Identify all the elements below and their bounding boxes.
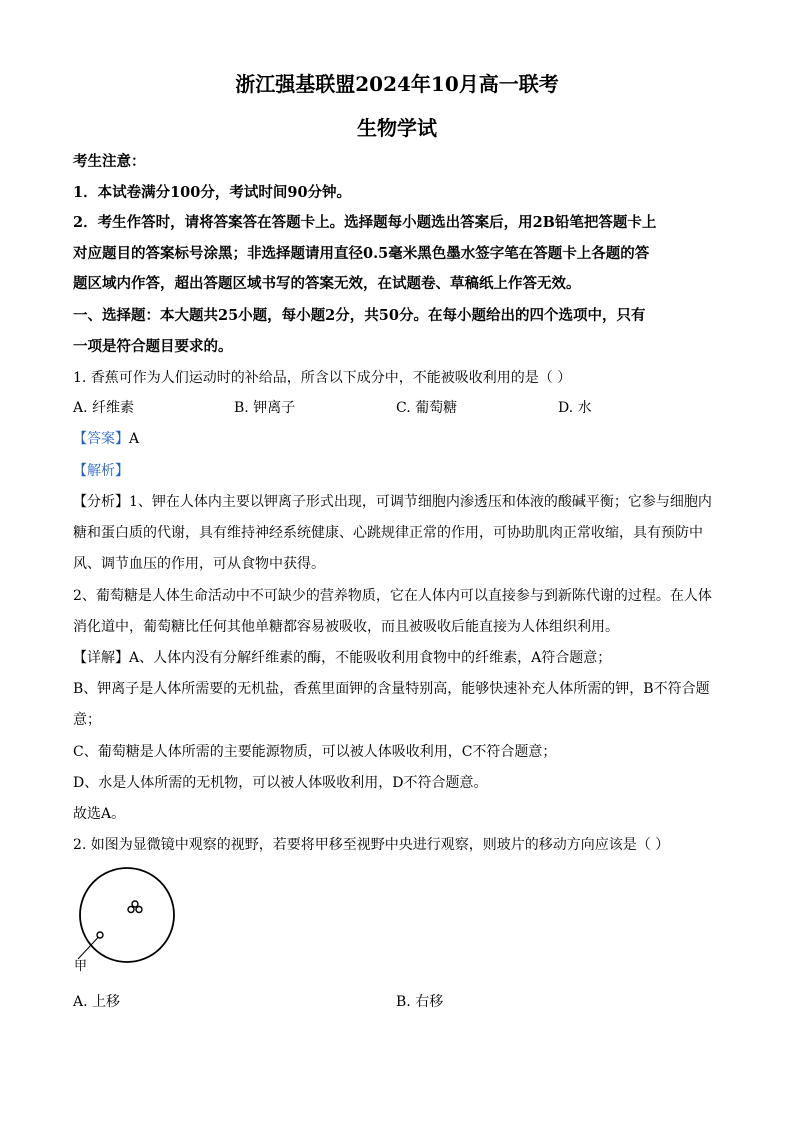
detail-line-6: 故选A。 — [73, 806, 126, 822]
analysis-line-2: 糖和蛋白质的代谢，具有维持神经系统健康、心跳规律正常的作用，可协助肌肉正常收缩，具有预防中 — [73, 525, 703, 541]
notice-item-2-line-2: 对应题目的答案标号涂黑；非选择题请用直径0.5毫米黑色墨水签字笔在答题卡上各题的答 — [73, 245, 650, 262]
analysis-line-4: 2、葡萄糖是人体生命活动中不可缺少的营养物质，它在人体内可以直接参与到新陈代谢的过程。在人体 — [73, 588, 712, 604]
q1-answer-row — [73, 429, 723, 449]
q1-option-a: A. 纤维素 — [73, 400, 135, 416]
detail-line-5: D、水是人体所需的无机物，可以被人体吸收利用，D不符合题意。 — [73, 775, 488, 791]
detail-line-1: 【详解】A、人体内没有分解纤维素的酶，不能吸收利用食物中的纤维素，A符合题意； — [73, 650, 612, 666]
detail-line-4: C、葡萄糖是人体所需的主要能源物质，可以被人体吸收利用，C不符合题意； — [73, 744, 557, 760]
q1-option-c: C. 葡萄糖 — [396, 400, 458, 416]
analysis-line-1: 【分析】1、钾在人体内主要以钾离子形式出现，可调节细胞内渗透压和体液的酸碱平衡；它参与细胞内 — [73, 494, 712, 510]
figure-label-jia: 甲 — [74, 959, 88, 974]
answer-tag: 【答案】 — [73, 431, 129, 447]
notice-item-1: 1．本试卷满分100分，考试时间90分钟。 — [73, 184, 352, 201]
detail-line-2: B、钾离子是人体所需要的无机盐，香蕉里面钾的含量特别高，能够快速补充人体所需的钾，B不符合题 — [73, 681, 710, 697]
notice-item-2-line-1: 2．考生作答时，请将答案答在答题卡上。选择题每小题选出答案后，用2B铅笔把答题卡上 — [73, 214, 657, 231]
analysis-line-3: 风、调节血压的作用，可从食物中获得。 — [73, 556, 325, 572]
section-heading-line-1: 一、选择题：本大题共25小题，每小题2分，共50分。在每小题给出的四个选项中，只有 — [73, 307, 646, 324]
q1-option-d: D. 水 — [558, 400, 592, 416]
microscope-field-figure — [70, 860, 190, 980]
analysis-line-5: 消化道中，葡萄糖比任何其他单糖都容易被吸收，而且被吸收后能直接为人体组织利用。 — [73, 619, 619, 635]
q2-option-b: B. 右移 — [396, 994, 444, 1010]
detail-line-3: 意； — [73, 712, 101, 728]
q2-stem: 2. 如图为显微镜中观察的视野，若要将甲移至视野中央进行观察，则玻片的移动方向应该是（ ） — [73, 837, 670, 853]
notice-heading: 考生注意： — [73, 153, 146, 170]
analysis-tag: 【解析】 — [73, 463, 129, 479]
q1-stem: 1. 香蕉可作为人们运动时的补给品，所含以下成分中，不能被吸收利用的是（ ） — [73, 370, 572, 386]
answer-value: A — [129, 431, 140, 447]
q1-option-b: B. 钾离子 — [234, 400, 296, 416]
section-heading-line-2: 一项是符合题目要求的。 — [73, 338, 233, 355]
exam-subtitle: 生物学试 — [357, 116, 437, 140]
notice-item-2-line-3: 题区域内作答，超出答题区域书写的答案无效，在试题卷、草稿纸上作答无效。 — [73, 275, 581, 292]
exam-title: 浙江强基联盟2024年10月高一联考 — [235, 72, 559, 96]
q2-option-a: A. 上移 — [73, 994, 121, 1010]
